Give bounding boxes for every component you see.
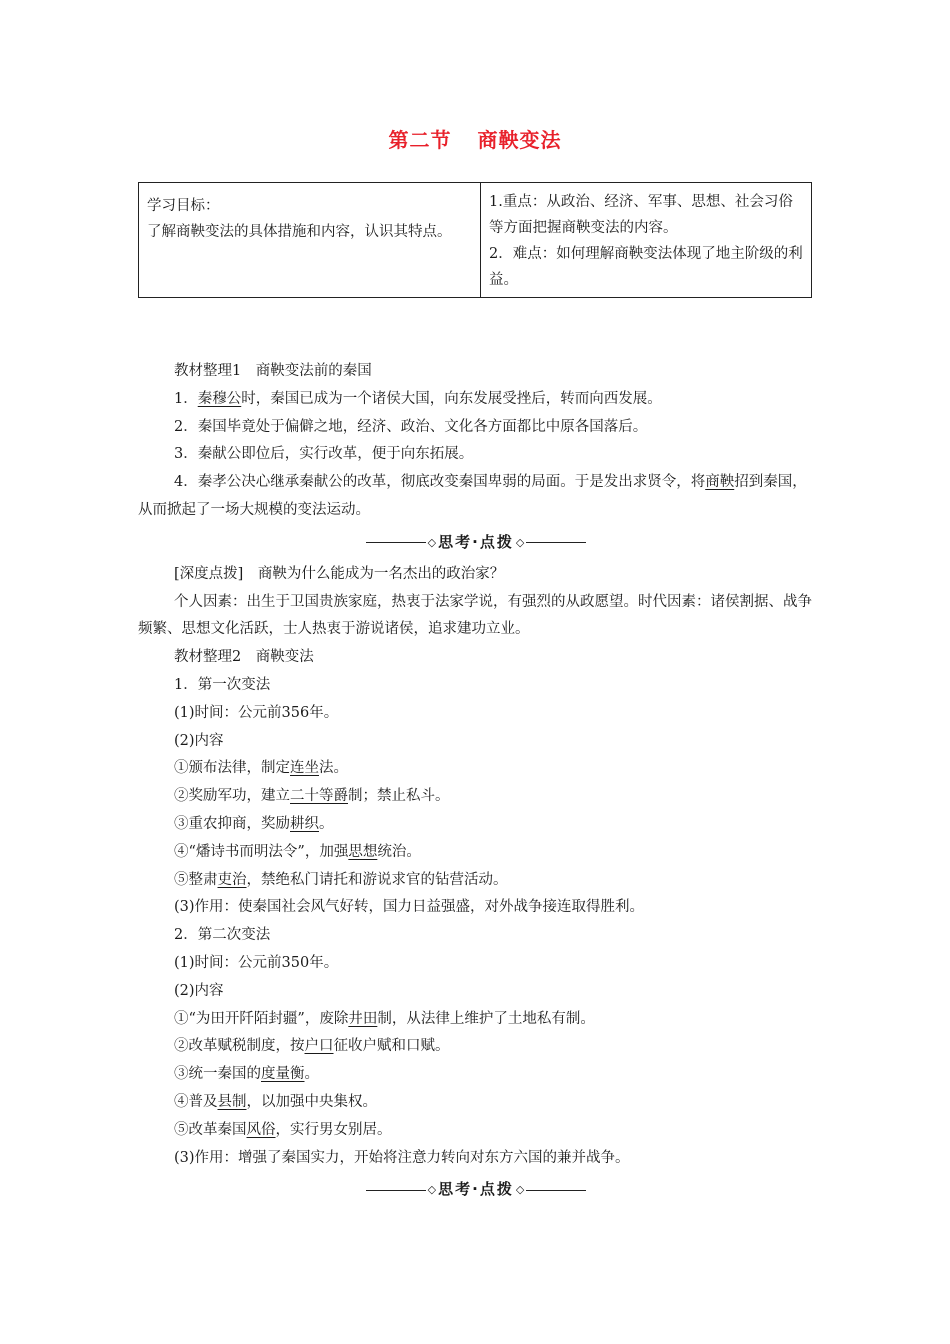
item-text: 。 — [304, 1066, 319, 1083]
title-topic: 商鞅变法 — [477, 128, 562, 152]
section1-heading: 教材整理1 商鞅变法前的秦国 — [174, 363, 372, 379]
underlined-term: 二十等爵 — [290, 788, 348, 805]
reform1-item-2 — [138, 783, 814, 811]
item-text: 制；禁止私斗。 — [348, 788, 450, 805]
underlined-term: 风俗 — [246, 1121, 276, 1138]
underlined-term: 思想 — [348, 843, 378, 860]
item-text: ②奖励军功，建立 — [174, 788, 290, 805]
think1-question: [深度点拨] 商鞅为什么能成为一名杰出的政治家？ — [174, 565, 505, 582]
reform2-effect: (3)作用：增强了秦国实力，开始将注意力转向对东方六国的兼并战争。 — [174, 1149, 630, 1166]
item-text: ③统一秦国的 — [174, 1066, 261, 1083]
reform1-item-3 — [138, 811, 814, 839]
item-text: 招到秦国，从而掀起了一场大规模的变法运动。 — [138, 474, 807, 518]
think-label: 思考·点拨 — [438, 1180, 514, 1199]
item-number: 1． — [174, 390, 198, 407]
learning-goals-cell — [139, 183, 481, 298]
diamond-icon: ◇ — [427, 535, 437, 549]
section1-item-3: 3．秦献公即位后，实行改革，便于向东拓展。 — [174, 446, 474, 463]
item-text: ⑤改革秦国 — [174, 1121, 247, 1138]
underlined-term: 耕织 — [290, 815, 319, 832]
divider-line — [366, 542, 426, 543]
reform1-item-4 — [138, 839, 814, 867]
reform2-time: (1)时间：公元前350年。 — [174, 954, 339, 971]
learning-goals-text: 了解商鞅变法的具体措施和内容，认识其特点。 — [147, 224, 452, 240]
reform2-item-1 — [138, 1006, 814, 1034]
item-text: 时，秦国已成为一个诸侯大国，向东发展受挫后，转而向西发展。 — [241, 390, 662, 407]
think1-answer: 个人因素：出生于卫国贵族家庭，热衷于法家学说，有强烈的从政愿望。时代因素：诸侯割据、战争频繁、思想文化活跃，士人热衷于游说诸侯，追求建功立业。 — [138, 593, 812, 638]
underlined-term: 秦穆公 — [197, 390, 242, 407]
item-text: 法。 — [319, 760, 348, 777]
underlined-term: 商鞅 — [705, 474, 735, 491]
item-text: ③重农抑商，奖励 — [174, 815, 290, 832]
underlined-term: 户口 — [304, 1038, 334, 1055]
learning-goals-label: 学习目标： — [147, 198, 220, 214]
title-section-number: 第二节 — [388, 128, 452, 152]
underlined-term: 吏治 — [217, 871, 247, 888]
reform1-content-label: (2)内容 — [174, 732, 224, 749]
item-text: 制，从法律上维护了土地私有制。 — [377, 1010, 595, 1027]
divider-line — [526, 542, 586, 543]
item-text: 征收户赋和口赋。 — [333, 1038, 450, 1055]
item-text: 统治。 — [377, 843, 421, 860]
reform1-title: 1．第一次变法 — [174, 676, 271, 693]
underlined-term: 县制 — [217, 1093, 247, 1110]
reform2-item-3 — [138, 1061, 814, 1089]
item-text: ①颁布法律，制定 — [174, 760, 290, 777]
think-divider — [138, 525, 814, 561]
section1-item-1 — [138, 386, 814, 414]
page-title — [0, 124, 950, 153]
item-text: 4．秦孝公决心继承秦献公的改革，彻底改变秦国卑弱的局面。于是发出求贤令，将 — [174, 474, 706, 491]
item-text: ，禁绝私门请托和游说求官的钻营活动。 — [246, 871, 508, 888]
section2-heading: 教材整理2 商鞅变法 — [174, 649, 314, 666]
reform2-item-4 — [138, 1089, 814, 1117]
reform2-item-5 — [138, 1117, 814, 1145]
reform2-content-label: (2)内容 — [174, 982, 224, 999]
item-text: ，以加强中央集权。 — [246, 1093, 377, 1110]
reform2-title: 2．第二次变法 — [174, 927, 271, 944]
item-text: ④“燔诗书而明法令”，加强 — [174, 843, 349, 860]
underlined-term: 井田 — [348, 1010, 378, 1027]
section1-item-4 — [138, 469, 814, 525]
reform1-time: (1)时间：公元前356年。 — [174, 704, 339, 721]
reform1-item-5 — [138, 867, 814, 895]
divider-line — [526, 1190, 586, 1191]
learning-goals-table — [138, 182, 812, 298]
think-label: 思考·点拨 — [438, 532, 514, 551]
document-body — [138, 358, 814, 1208]
diamond-icon: ◇ — [515, 1183, 525, 1197]
underlined-term: 度量衡 — [261, 1066, 305, 1083]
reform2-item-2 — [138, 1033, 814, 1061]
key-point-2: 2．难点：如何理解商鞅变法体现了地主阶级的利益。 — [489, 246, 803, 288]
reform1-effect: (3)作用：使秦国社会风气好转，国力日益强盛，对外战争接连取得胜利。 — [174, 899, 645, 916]
reform1-item-1 — [138, 755, 814, 783]
item-text: ⑤整肃 — [174, 871, 218, 888]
item-text: ①“为田开阡陌封疆”，废除 — [174, 1010, 349, 1027]
key-points-cell — [481, 183, 812, 298]
item-text: ②改革赋税制度，按 — [174, 1038, 305, 1055]
item-text: ，实行男女别居。 — [275, 1121, 392, 1138]
underlined-term: 连坐 — [290, 760, 319, 777]
key-point-1: 1.重点：从政治、经济、军事、思想、社会习俗等方面把握商鞅变法的内容。 — [489, 194, 793, 236]
section1-item-2: 2．秦国毕竟处于偏僻之地，经济、政治、文化各方面都比中原各国落后。 — [174, 418, 648, 435]
diamond-icon: ◇ — [427, 1183, 437, 1197]
item-text: ④普及 — [174, 1093, 218, 1110]
item-text: 。 — [319, 815, 334, 832]
divider-line — [366, 1190, 426, 1191]
diamond-icon: ◇ — [515, 535, 525, 549]
think-divider — [138, 1172, 814, 1208]
